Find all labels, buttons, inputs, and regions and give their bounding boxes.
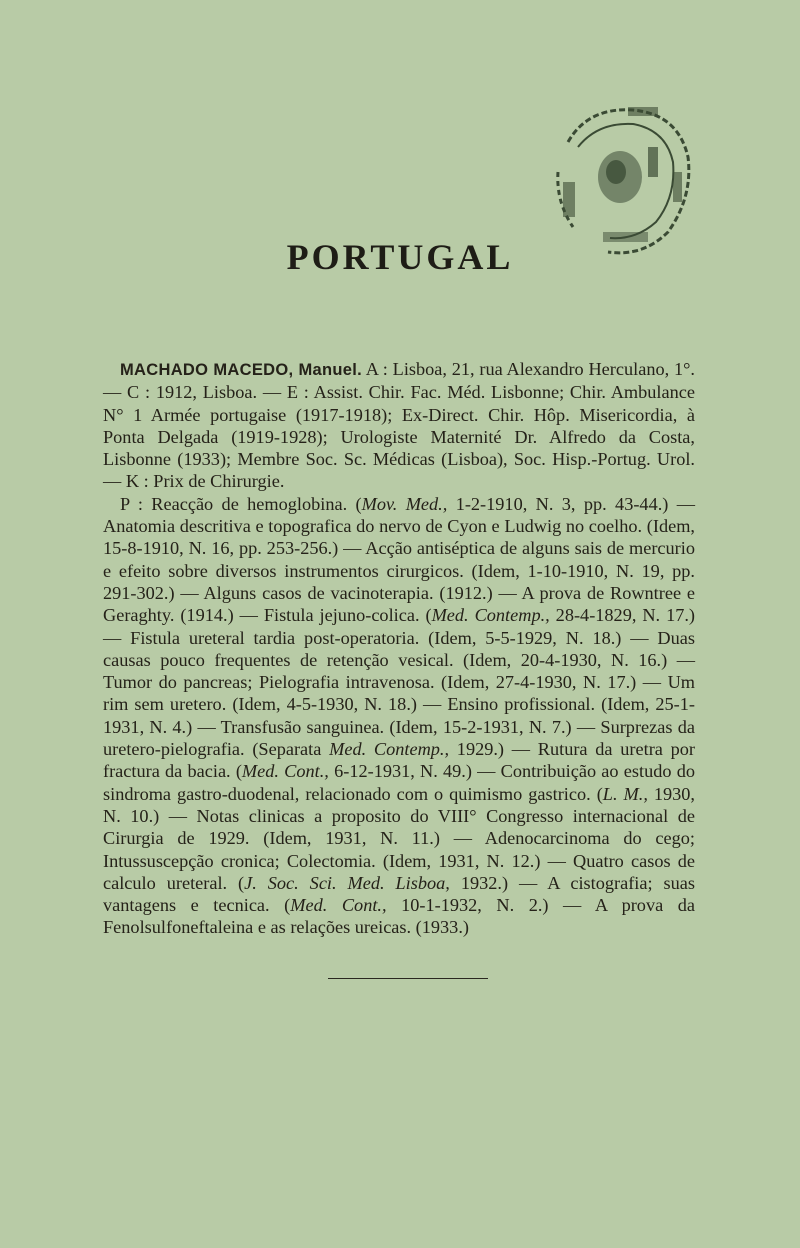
publications-paragraph <box>103 493 695 939</box>
publications-text: 6-12-1931, N. 49.) — Contribuição ao estudo do sindroma gastro-duodenal, relacionado com o quimismo gastrico. ( <box>103 761 695 804</box>
journal-title: Med. Cont., <box>241 761 329 782</box>
publications-text: 1929.) — Rutura da uretra por fractura da bacia. ( <box>103 739 695 782</box>
publications-text: 28-4-1829, N. 17.) — Fistula ureteral tardia post-operatoria. (Idem, 5-5-1929, N. 18.) — Duas causas pouco frequentes de retenção vesical. (Idem, 20-4-1930, N. 16.) — Tumor do pancreas; Pielografia intravenosa. (Idem, 27-4-1930, N. 17.) — Um rim sem uretero. (Idem, 4-5-1930, N. 18.) — Ensino profissional. (Idem, 25-1-1931, N. 4.) — Transfusão sanguinea. (Idem, 15-2-1931, N. 7.) — Surprezas da uretero-pielografia. (Separata <box>103 605 696 760</box>
person-name: MACHADO MACEDO, Manuel. <box>120 361 363 379</box>
publications-text: P : Reacção de hemoglobina. ( <box>120 493 362 514</box>
journal-title: Med. Cont., <box>290 895 387 916</box>
publications-text: 1-2-1910, N. 3, pp. 43-44.) — Anatomia descritiva e topografica do nervo de Cyon e Ludwig no coelho. (Idem, 15-8-1910, N. 16, pp. 253-256.) — Acção antiséptica de alguns sais de mercurio e efeito sobre diversos instrumentos cirurgicos. (Idem, 1-10-1910, N. 19, pp. 291-302.) — Alguns casos de vacinoterapia. (1912.) — A prova de Rowntree e Geraghty. (1914.) — Fistula jejuno-colica. ( <box>103 493 696 626</box>
journal-title: Mov. Med., <box>361 493 448 514</box>
biography-text: A : Lisboa, 21, rua Alexandro Herculano, 1°. — C : 1912, Lisboa. — E : Assist. Chir. Fac. Méd. Lisbonne; Chir. Ambulance N° 1 Armée portugaise (1917-1918); Ex-Direct. Chir. Hôp. Misericordia, à Ponta Delgada (1919-1928); Urologiste Maternité Dr. Alfredo da Costa, Lisbonne (1933); Membre Soc. Sc. Médicas (Lisboa), Soc. Hisp.-Portug. Urol. — K : Prix de Chirurgie. <box>103 359 695 492</box>
journal-title: J. Soc. Sci. Med. Lisboa, <box>244 872 450 893</box>
biography-entry <box>103 358 695 939</box>
biography-paragraph <box>103 358 695 493</box>
publications-text: 10-1-1932, N. 2.) — A prova da Fenolsulfoneftaleina e as relações ureicas. (1933.) <box>103 895 696 938</box>
page-title: PORTUGAL <box>286 237 514 277</box>
journal-title: L. M., <box>602 783 648 804</box>
section-divider <box>328 978 488 979</box>
journal-title: Med. Contemp., <box>431 605 550 626</box>
publications-text: 1930, N. 10.) — Notas clinicas a proposito do VIII° Congresso internacional de Cirurgia de 1929. (Idem, 1931, N. 11.) — Adenocarcinoma do cego; Intussuscepção cronica; Colectomia. (Idem, 1931, N. 12.) — Quatro casos de calculo ureteral. ( <box>103 783 696 893</box>
publications-text: 1932.) — A cistografia; suas vantagens e tecnica. ( <box>103 872 695 916</box>
journal-title: Med. Contemp., <box>329 739 450 760</box>
